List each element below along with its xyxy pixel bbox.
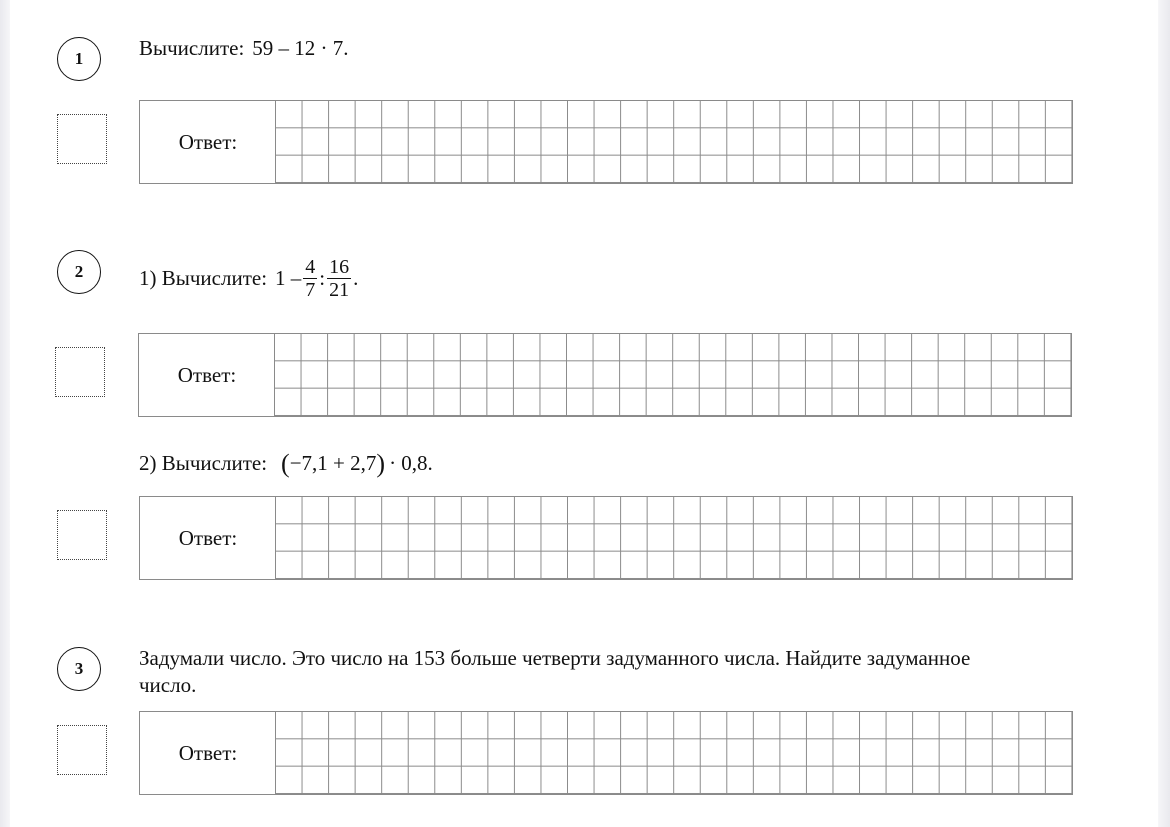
task-2-part-1-answer-block (138, 333, 1072, 417)
fraction-16-21 (327, 256, 351, 301)
task-2-part-1-lead: 1 – (275, 265, 302, 290)
task-1-answer-label: Ответ: (178, 129, 238, 154)
page-right-edge (1158, 0, 1170, 827)
task-3-score-box (57, 725, 107, 775)
task-2-part-1-answer-label: Ответ: (177, 362, 237, 387)
fraction-denominator: 21 (329, 278, 350, 301)
task-2-part-2-answer-label: Ответ: (178, 525, 238, 550)
fraction-numerator: 4 (305, 255, 316, 278)
task-3-answer-block (139, 711, 1073, 795)
close-paren: ) (376, 448, 386, 478)
fraction-denominator: 7 (305, 278, 316, 301)
task-1-text (139, 35, 349, 62)
period: . (353, 265, 359, 290)
open-paren: ( (281, 448, 290, 478)
task-2-part-2-prefix: 2) Вычислите: (139, 450, 268, 475)
task-2-part-1-text (139, 250, 358, 306)
fraction-numerator: 16 (329, 255, 350, 278)
task-2-part-1-score-box (55, 347, 105, 397)
task-3-answer-grid[interactable] (275, 712, 1072, 794)
task-1-score-box (57, 114, 107, 164)
task-1-number: 1 (57, 37, 101, 81)
task-2-part-2-answer-grid[interactable] (275, 497, 1072, 579)
task-2-part-2-text (139, 448, 433, 478)
task-3-text (139, 645, 970, 699)
task-1-answer-grid[interactable] (275, 101, 1072, 183)
task-2-part-1-answer-grid[interactable] (274, 334, 1071, 416)
division-sign: : (319, 265, 326, 290)
task-3-answer-label: Ответ: (178, 740, 238, 765)
task-2-part-2-tail: · 0,8. (389, 450, 433, 475)
fraction-4-7 (303, 256, 317, 301)
task-1-answer-block (139, 100, 1073, 184)
task-3-line-2: число. (139, 673, 197, 697)
task-1-expression: 59 – 12 · 7. (252, 36, 349, 60)
task-2-part-2-answer-block (139, 496, 1073, 580)
task-3-number: 3 (57, 647, 101, 691)
task-2-part-1-prefix: 1) Вычислите: (139, 265, 268, 290)
page-left-edge (0, 0, 10, 827)
task-2-part-2-score-box (57, 510, 107, 560)
task-1-prefix: Вычислите: (139, 36, 245, 60)
task-2-number: 2 (57, 250, 101, 294)
task-2-part-2-inner: −7,1 + 2,7 (289, 450, 377, 475)
task-3-line-1: Задумали число. Это число на 153 больше четверти задуманного числа. Найдите задуманное (139, 646, 971, 670)
